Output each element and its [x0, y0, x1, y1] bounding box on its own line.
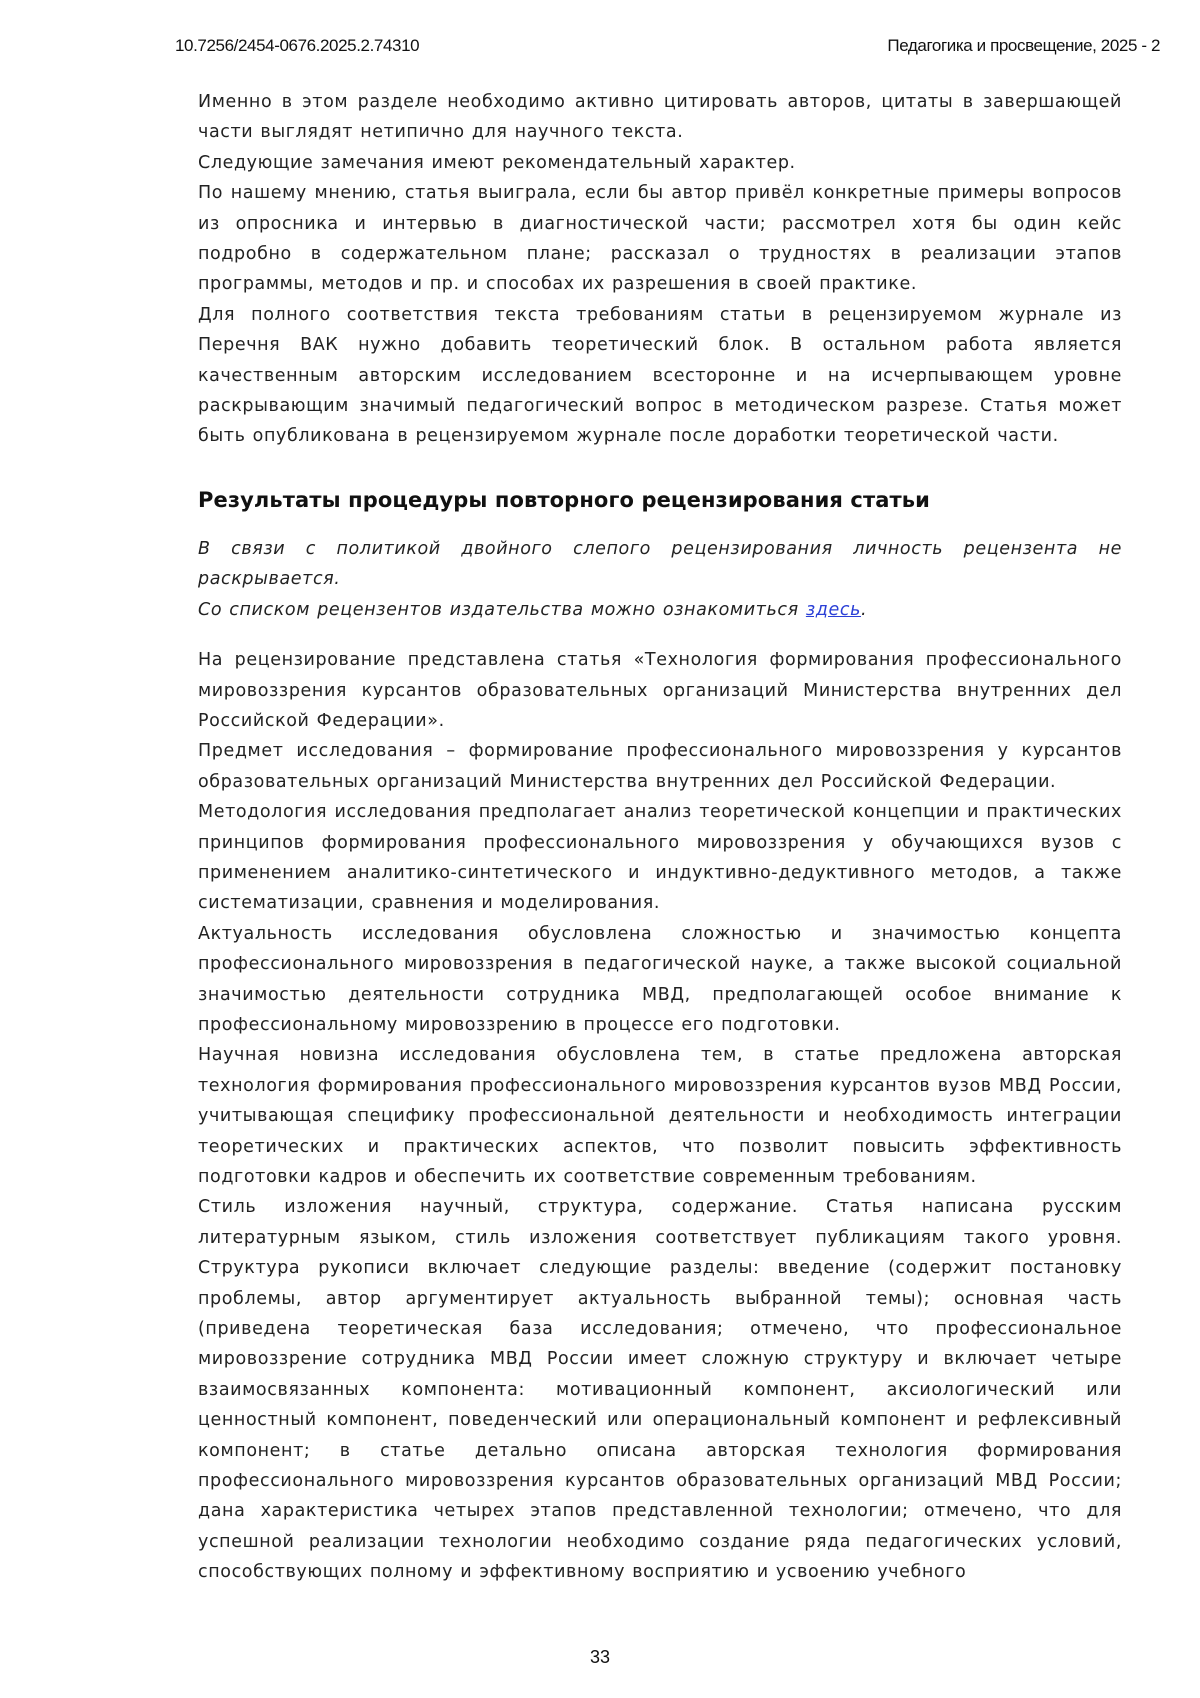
reviewers-list-notice [198, 595, 1122, 625]
blind-review-notice: В связи с политикой двойного слепого рецензирования личность рецензента не раскрывается. [198, 538, 1122, 590]
review-paragraph: Предмет исследования – формирование профессионального мировоззрения у курсантов образовательных организаций Министерства внутренних дел Российской Федерации. [198, 741, 1122, 792]
intro-paragraph: Именно в этом разделе необходимо активно цитировать авторов, цитаты в завершающей части выглядят нетипично для научного текста. [198, 92, 1122, 143]
reviewers-list-suffix: . [861, 599, 868, 620]
page-number: 33 [589, 1647, 611, 1667]
doi-label: 10.7256/2454-0676.2025.2.74310 [175, 36, 420, 55]
review-paragraph: Стиль изложения научный, структура, содержание. Статья написана русским литературным языком, стиль изложения соответствует публикациям такого уровня. Структура рукописи включает следующие разделы: введение (содержит постановку проблемы, автор аргументирует актуальность выбранной темы); основная часть (приведена теоретическая база исследования; отмечено, что профессиональное мировоззрение сотрудника МВД России имеет сложную структуру и включает четыре взаимосвязанных компонента: мотивационный компонент, аксиологический или ценностный компонент, поведенческий или операциональный компонент и рефлексивный компонент; в статье детально описана авторская технология формирования профессионального мировоззрения курсантов образовательных организаций МВД России; дана характеристика четырех этапов представленной технологии; отмечено, что для успешной реализации технологии необходимо создание ряда педагогических условий, способствующих полному и эффективному восприятию и усвоению учебного [198, 1197, 1122, 1583]
section-heading: Результаты процедуры повторного рецензирования статьи [198, 487, 930, 512]
review-paragraph: На рецензирование представлена статья «Технология формирования профессионального мировоззрения курсантов образовательных организаций Министерства внутренних дел Российской Федерации». [198, 650, 1122, 731]
running-header [175, 36, 1160, 60]
review-paragraph: Актуальность исследования обусловлена сложностью и значимостью концепта профессионального мировоззрения в педагогической науке, а также высокой социальной значимостью деятельности сотрудника МВД, предполагающей особое внимание к профессиональному мировоззрению в процессе его подготовки. [198, 923, 1122, 1035]
intro-paragraph: Следующие замечания имеют рекомендательный характер. [198, 152, 796, 173]
intro-paragraph: По нашему мнению, статья выиграла, если бы автор привёл конкретные примеры вопросов из опросника и интервью в диагностической части; рассмотрел хотя бы один кейс подробно в содержательном плане; рассказал о трудностях в реализации этапов программы, методов и пр. и способах их разрешения в своей практике. [198, 183, 1122, 295]
journal-issue-label: Педагогика и просвещение, 2025 - 2 [887, 36, 1160, 55]
intro-paragraph: Для полного соответствия текста требованиям статьи в рецензируемом журнале из Перечня ВАК нужно добавить теоретический блок. В остальном работа является качественным авторским исследованием всесторонне и на исчерпывающем уровне раскрывающим значимый педагогический вопрос в методическом разрезе. Статья может быть опубликована в рецензируемом журнале после доработки теоретической части. [198, 304, 1122, 447]
page-content [198, 87, 1122, 1588]
review-paragraph: Научная новизна исследования обусловлена тем, в статье предложена авторская технология формирования профессионального мировоззрения курсантов вузов МВД России, учитывающая специфику профессиональной деятельности и необходимость интеграции теоретических и практических аспектов, что позволит повысить эффективность подготовки кадров и обеспечить их соответствие современным требованиям. [198, 1045, 1122, 1187]
reviewers-list-text: Со списком рецензентов издательства можно ознакомиться [198, 599, 806, 620]
paragraph-gap [198, 625, 1122, 645]
reviewers-list-link[interactable]: здесь [805, 599, 861, 620]
review-paragraph: Методология исследования предполагает анализ теоретической концепции и практических принципов формирования профессионального мировоззрения у обучающихся вузов с применением аналитико-синтетического и индуктивно-дедуктивного методов, а также систематизации, сравнения и моделирования. [198, 802, 1122, 914]
